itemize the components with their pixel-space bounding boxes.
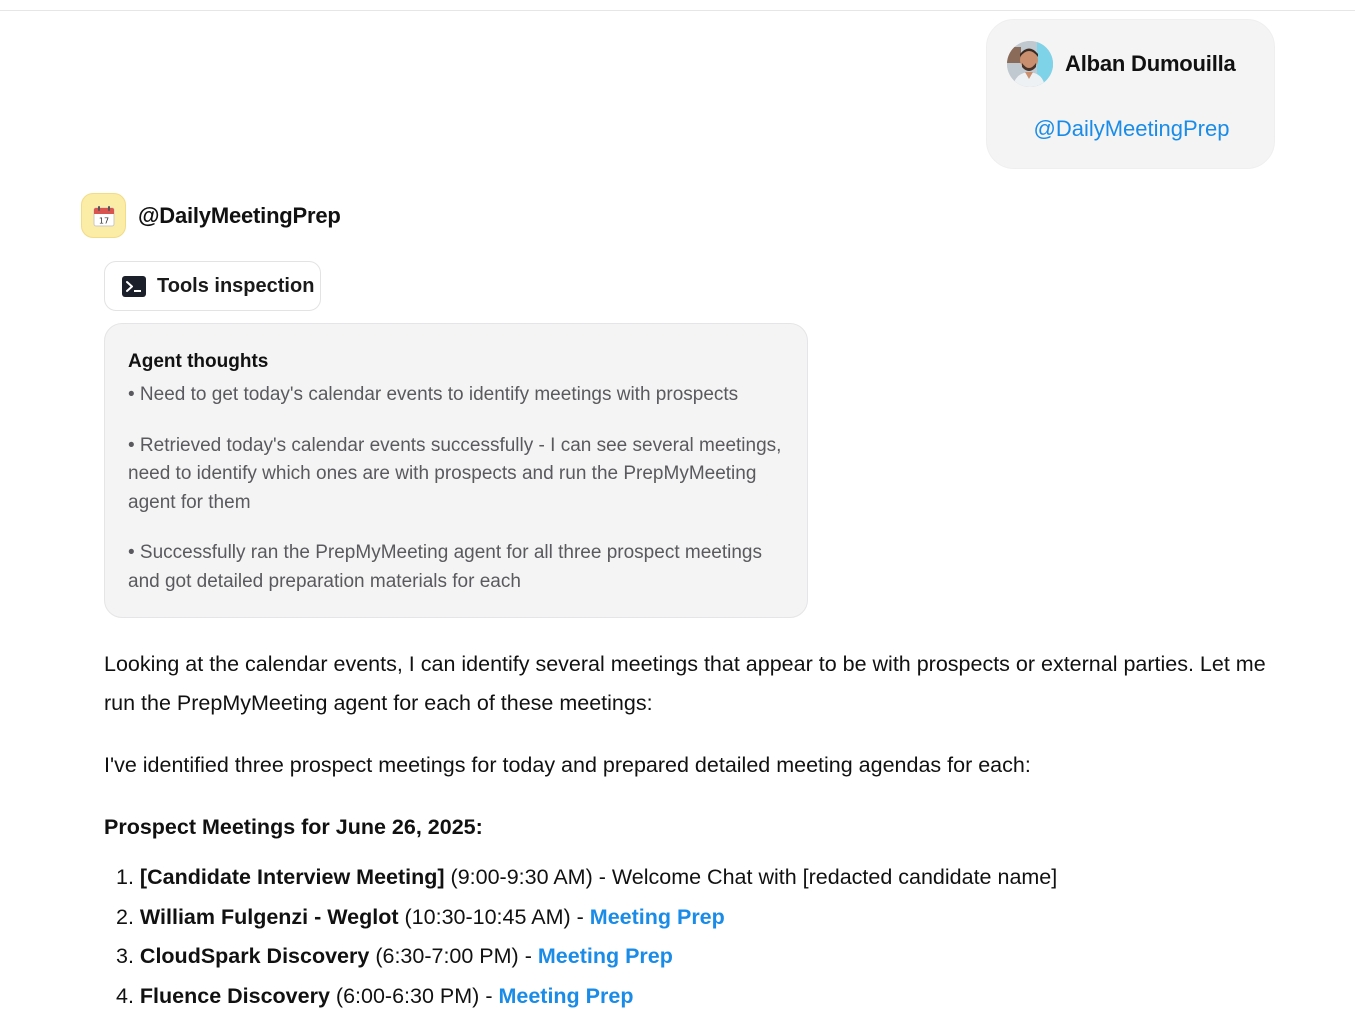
meeting-time: (6:00-6:30 PM)	[335, 984, 480, 1009]
list-item	[116, 898, 1284, 938]
meeting-time: (10:30-10:45 AM)	[404, 904, 571, 929]
agent-header	[81, 193, 341, 238]
meeting-prep-link[interactable]: Meeting Prep	[537, 944, 673, 969]
agent-name: @DailyMeetingPrep	[138, 202, 341, 228]
top-divider	[0, 10, 1355, 11]
avatar[interactable]	[1007, 41, 1053, 87]
meetings-list	[104, 858, 1284, 1016]
section-title: Prospect Meetings for June 26, 2025:	[104, 815, 483, 839]
list-number: 1.	[116, 865, 134, 889]
separator: -	[524, 944, 532, 969]
meeting-description: - Welcome Chat with [redacted candidate name]	[598, 865, 1058, 889]
list-number: 2.	[116, 904, 134, 929]
meeting-title: CloudSpark Discovery	[139, 944, 370, 969]
meeting-time: (6:30-7:00 PM)	[375, 944, 519, 969]
separator: -	[576, 904, 584, 929]
agent-response	[104, 645, 1284, 1016]
agent-thoughts-panel	[104, 323, 808, 618]
calendar-icon	[93, 205, 115, 227]
list-number: 4.	[116, 984, 134, 1009]
meeting-title: [Candidate Interview Meeting]	[139, 865, 445, 889]
user-avatar-icon	[1007, 41, 1053, 87]
response-paragraph: I've identified three prospect meetings for today and prepared detailed meeting agendas for each:	[104, 753, 1031, 777]
meeting-time: (9:00-9:30 AM)	[450, 865, 593, 889]
meeting-title: William Fulgenzi - Weglot	[139, 904, 399, 929]
user-message-header	[1007, 41, 1236, 87]
response-paragraph: Looking at the calendar events, I can identify several meetings that appear to be with prospects or external parties. Let me run the PrepMyMeeting agent for each of these meetings:	[104, 652, 1266, 715]
calendar-day-text: 17	[98, 216, 109, 225]
tools-inspection-button[interactable]	[104, 261, 321, 311]
thought-item: • Need to get today's calendar events to identify meetings with prospects	[128, 384, 739, 405]
meeting-prep-link[interactable]: Meeting Prep	[589, 904, 725, 929]
list-item	[116, 977, 1284, 1016]
agent-mention-link[interactable]: @DailyMeetingPrep	[1033, 116, 1230, 141]
terminal-icon	[122, 276, 146, 297]
agent-avatar[interactable]	[81, 193, 126, 238]
meeting-title: Fluence Discovery	[139, 984, 330, 1009]
separator: -	[485, 984, 493, 1009]
list-item	[116, 937, 1284, 977]
meeting-prep-link[interactable]: Meeting Prep	[498, 984, 634, 1009]
agent-thoughts-title: Agent thoughts	[128, 351, 269, 372]
thought-item: • Retrieved today's calendar events successfully - I can see several meetings, need to identify which ones are with prospects and run the PrepMyMeeting agent for them	[128, 434, 782, 513]
user-message-bubble	[986, 19, 1275, 169]
list-number: 3.	[116, 944, 134, 969]
tools-inspection-label: Tools inspection	[157, 274, 315, 297]
thought-item: • Successfully ran the PrepMyMeeting agent for all three prospect meetings and got detailed preparation materials for each	[128, 542, 762, 592]
user-name: Alban Dumouilla	[1065, 51, 1236, 76]
list-item	[116, 858, 1284, 898]
